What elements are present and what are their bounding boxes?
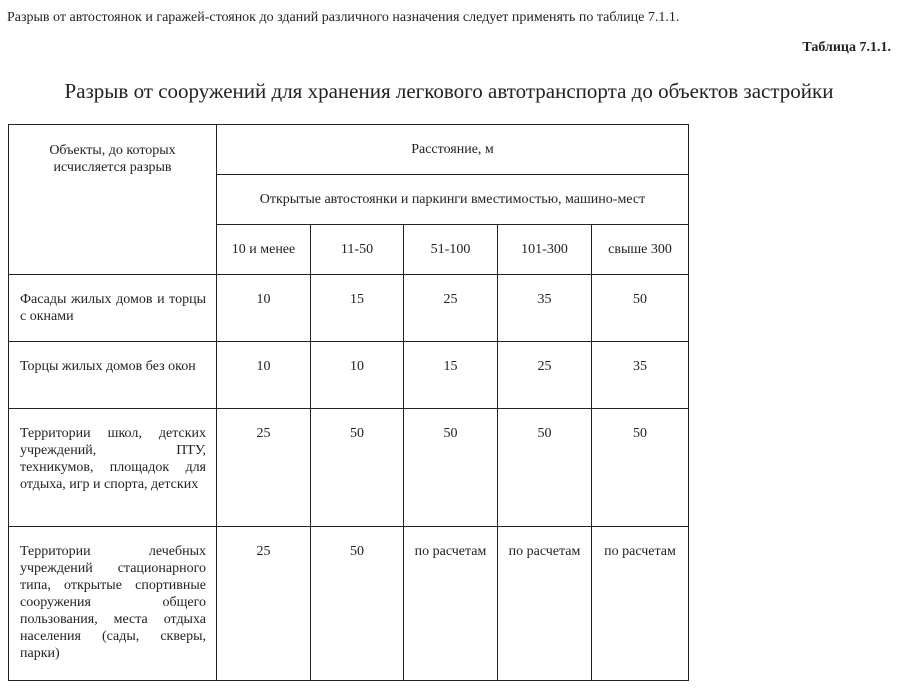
distance-value: по расчетам: [404, 527, 498, 681]
header-objects: Объекты, до которых исчисляется разрыв: [9, 125, 217, 275]
distance-value: 15: [404, 342, 498, 409]
capacity-column-header: 101-300: [498, 225, 592, 275]
distance-value: 25: [217, 527, 311, 681]
header-distance: Расстояние, м: [217, 125, 689, 175]
table-row: [9, 275, 689, 342]
table-caption: Разрыв от сооружений для хранения легкового автотранспорта до объектов застройки: [64, 79, 834, 103]
distance-value: по расчетам: [592, 527, 689, 681]
distance-value: 10: [217, 342, 311, 409]
distance-value: 15: [311, 275, 404, 342]
distance-value: 35: [592, 342, 689, 409]
row-label: Территории лечебных учреждений стационарного типа, открытые спортивные сооружения общего пользования, места отдыха населения (сады, скверы, парки): [9, 527, 217, 681]
distance-value: 50: [592, 409, 689, 527]
distance-value: 10: [311, 342, 404, 409]
distance-value: 50: [404, 409, 498, 527]
capacity-column-header: 11-50: [311, 225, 404, 275]
intro-paragraph: Разрыв от автостоянок и гаражей-стоянок до зданий различного назначения следует применять по таблице 7.1.1.: [7, 10, 680, 25]
table-row: [9, 409, 689, 527]
capacity-column-header: свыше 300: [592, 225, 689, 275]
table-number-label: Таблица 7.1.1.: [802, 40, 891, 55]
capacity-column-header: 51-100: [404, 225, 498, 275]
distance-value: 10: [217, 275, 311, 342]
distance-value: 25: [217, 409, 311, 527]
row-label: Торцы жилых домов без окон: [9, 342, 217, 409]
capacity-column-header: 10 и менее: [217, 225, 311, 275]
distance-value: по расчетам: [498, 527, 592, 681]
distance-value: 25: [404, 275, 498, 342]
distance-value: 50: [498, 409, 592, 527]
table-row: [9, 527, 689, 681]
header-parking-capacity: Открытые автостоянки и паркинги вместимостью, машино-мест: [217, 175, 689, 225]
distance-value: 50: [592, 275, 689, 342]
row-label: Территории школ, детских учреждений, ПТУ, техникумов, площадок для отдыха, игр и спорта, детских: [9, 409, 217, 527]
distance-value: 25: [498, 342, 592, 409]
distance-value: 50: [311, 409, 404, 527]
distance-value: 50: [311, 527, 404, 681]
table-row: [9, 342, 689, 409]
distance-value: 35: [498, 275, 592, 342]
distance-table: [8, 124, 689, 681]
row-label: Фасады жилых домов и торцы с окнами: [9, 275, 217, 342]
